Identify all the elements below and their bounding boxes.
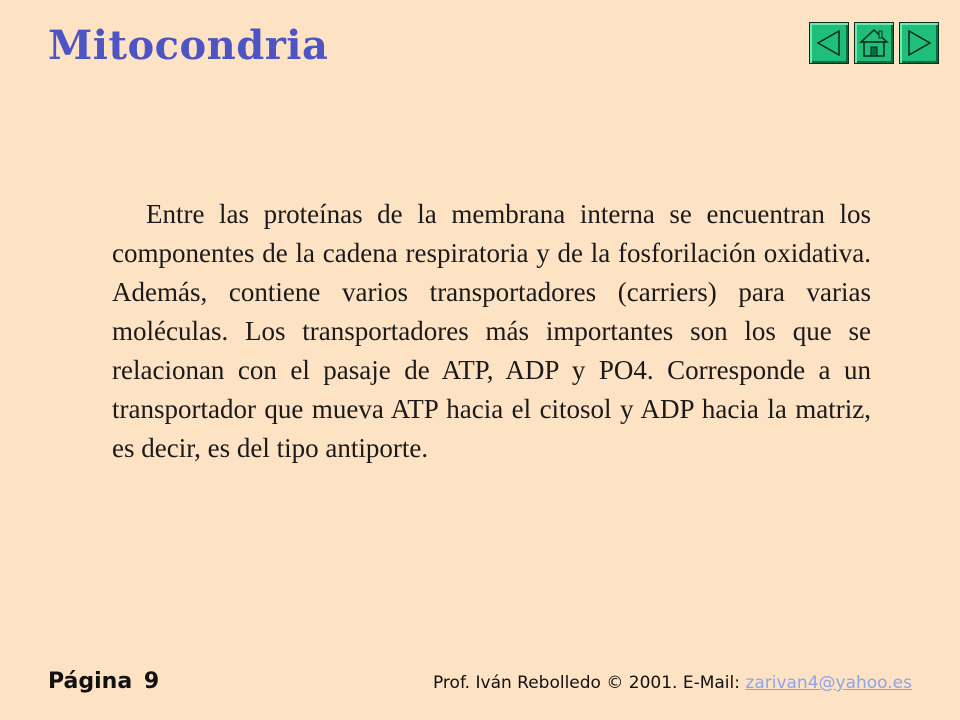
triangle-right-icon: [904, 28, 934, 58]
next-button[interactable]: [899, 22, 939, 64]
author-credit: Prof. Iván Rebolledo © 2001. E-Mail:: [432, 673, 746, 693]
body-paragraph: Entre las proteínas de la membrana interna se encuentran los componentes de la cadena respiratoria y de la fosforilación oxidativa. Además, contiene varios transportadores (carriers) para varias moléculas. Los transportadores más importantes son los que se relacionan con el pasaje de ATP, ADP y PO4. Corresponde a un transportador que mueva ATP hacia el citosol y ADP hacia la matriz, es decir, es del tipo antiporte.: [112, 199, 871, 463]
navigation-buttons: [809, 22, 939, 64]
home-icon: [858, 27, 890, 59]
footer-credit: [433, 673, 912, 693]
page-number: Página 9: [48, 669, 160, 694]
email-link[interactable]: zarivan4@yahoo.es: [745, 673, 912, 693]
triangle-left-icon: [814, 28, 844, 58]
previous-button[interactable]: [809, 22, 849, 64]
home-button[interactable]: [854, 22, 894, 64]
page-title: Mitocondria: [48, 22, 329, 69]
